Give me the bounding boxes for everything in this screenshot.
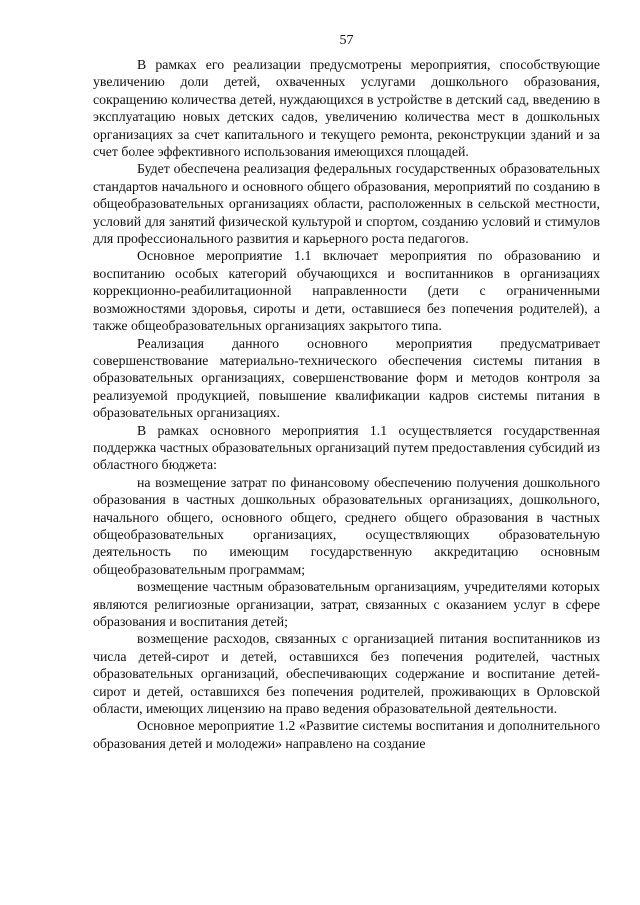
paragraph-1: В рамках его реализации предусмотрены мероприятия, способствующие увеличению доли детей, охваченных услугами дошкольного образования, сокращению количества детей, нуждающихся в устройстве в детский сад, введению в эксплуатацию новых детских садов, увеличению количества мест в дошкольных организациях за счет капитального и текущего ремонта, реконструкции зданий и за счет более эффективного использования имеющихся площадей.: [93, 57, 600, 160]
paragraph-5: В рамках основного мероприятия 1.1 осуществляется государственная поддержка частных образовательных организаций путем предоставления субсидий из областного бюджета:: [93, 422, 600, 473]
page-number: 57: [339, 33, 354, 48]
paragraph-4: Реализация данного основного мероприятия предусматривает совершенствование материально-технического обеспечения системы питания в образовательных организациях, совершенствование форм и методов контроля за реализуемой продукцией, повышение квалификации кадров системы питания в образовательных организациях.: [93, 335, 600, 421]
paragraph-8: возмещение расходов, связанных с организацией питания воспитанников из числа детей-сирот и детей, оставшихся без попечения родителей, частных образовательных организаций, обеспечивающих содержание и воспитание детей-сирот и детей, оставшихся без попечения родителей, проживающих в Орловской области, имеющих лицензию на право ведения образовательной деятельности.: [93, 631, 600, 717]
paragraph-3: Основное мероприятие 1.1 включает мероприятия по образованию и воспитанию особых категорий обучающихся и воспитанников в организациях коррекционно-реабилитационной направленности (дети с ограниченными возможностями здоровья, сироты и дети, оставшиеся без попечения родителей), а также общеобразовательных организациях закрытого типа.: [93, 248, 600, 334]
paragraph-6: на возмещение затрат по финансовому обеспечению получения дошкольного образования в частных дошкольных образовательных организациях, дошкольного, начального общего, основного общего, среднего общего образования в частных общеобразовательных организациях, осуществляющих образовательную деятельность по имеющим государственную аккредитацию основным общеобразовательным программам;: [93, 474, 600, 577]
paragraph-2: Будет обеспечена реализация федеральных государственных образовательных стандартов начального и основного общего образования, мероприятий по созданию в общеобразовательных организациях области, расположенных в сельской местности, условий для занятий физической культурой и спортом, созданию условий и стимулов для профессионального развития и карьерного роста педагогов.: [93, 161, 600, 247]
paragraph-9: Основное мероприятие 1.2 «Развитие системы воспитания и дополнительного образования детей и молодежи» направлено на создание: [93, 718, 600, 751]
paragraph-7: возмещение частным образовательным организациям, учредителями которых являются религиозные организации, затрат, связанных с оказанием услуг в сфере образования и воспитания детей;: [93, 579, 600, 629]
